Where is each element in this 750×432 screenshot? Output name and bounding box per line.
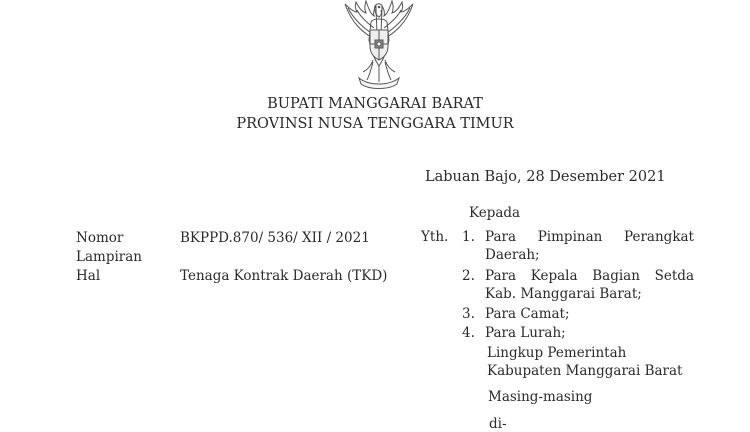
list-item-continuation: Daerah;	[485, 247, 540, 263]
scope-line-1: Lingkup Pemerintah	[487, 345, 627, 361]
kepada-label: Kepada	[469, 205, 521, 221]
list-item-word: Pimpinan	[537, 229, 603, 245]
field-label-nomor: Nomor	[76, 230, 124, 246]
list-item-number: 3.	[462, 306, 475, 322]
place-date: Labuan Bajo, 28 Desember 2021	[425, 169, 666, 185]
field-value-hal: Tenaga Kontrak Daerah (TKD)	[180, 268, 388, 284]
field-label-hal: Hal	[76, 268, 101, 284]
list-item-word: Para	[485, 229, 517, 245]
di-label: di-	[489, 416, 507, 432]
list-item-word: Setda	[654, 268, 694, 284]
scope-line-2: Kabupaten Manggarai Barat	[487, 363, 683, 379]
list-item-continuation: Kab. Manggarai Barat;	[485, 286, 642, 302]
list-item-word: Bagian	[592, 268, 640, 284]
list-item-word: Perangkat	[624, 229, 694, 245]
header-subtitle: PROVINSI NUSA TENGGARA TIMUR	[236, 116, 514, 132]
field-label-lampiran: Lampiran	[76, 249, 142, 265]
list-item: Para Camat;	[485, 306, 570, 322]
header-title: BUPATI MANGGARAI BARAT	[267, 96, 483, 112]
list-item-word: Kepala	[530, 268, 578, 284]
list-item	[485, 229, 694, 245]
list-item-word: Para	[485, 268, 517, 284]
list-item-number: 2.	[462, 268, 475, 284]
list-item-number: 1.	[462, 229, 475, 245]
list-item: Para Lurah;	[485, 325, 566, 341]
garuda-emblem-icon	[333, 0, 425, 92]
list-item	[485, 268, 694, 284]
yth-label: Yth.	[421, 229, 449, 245]
list-item-number: 4.	[462, 325, 475, 341]
masing-masing: Masing-masing	[488, 389, 593, 405]
field-value-nomor: BKPPD.870/ 536/ XII / 2021	[180, 230, 370, 246]
